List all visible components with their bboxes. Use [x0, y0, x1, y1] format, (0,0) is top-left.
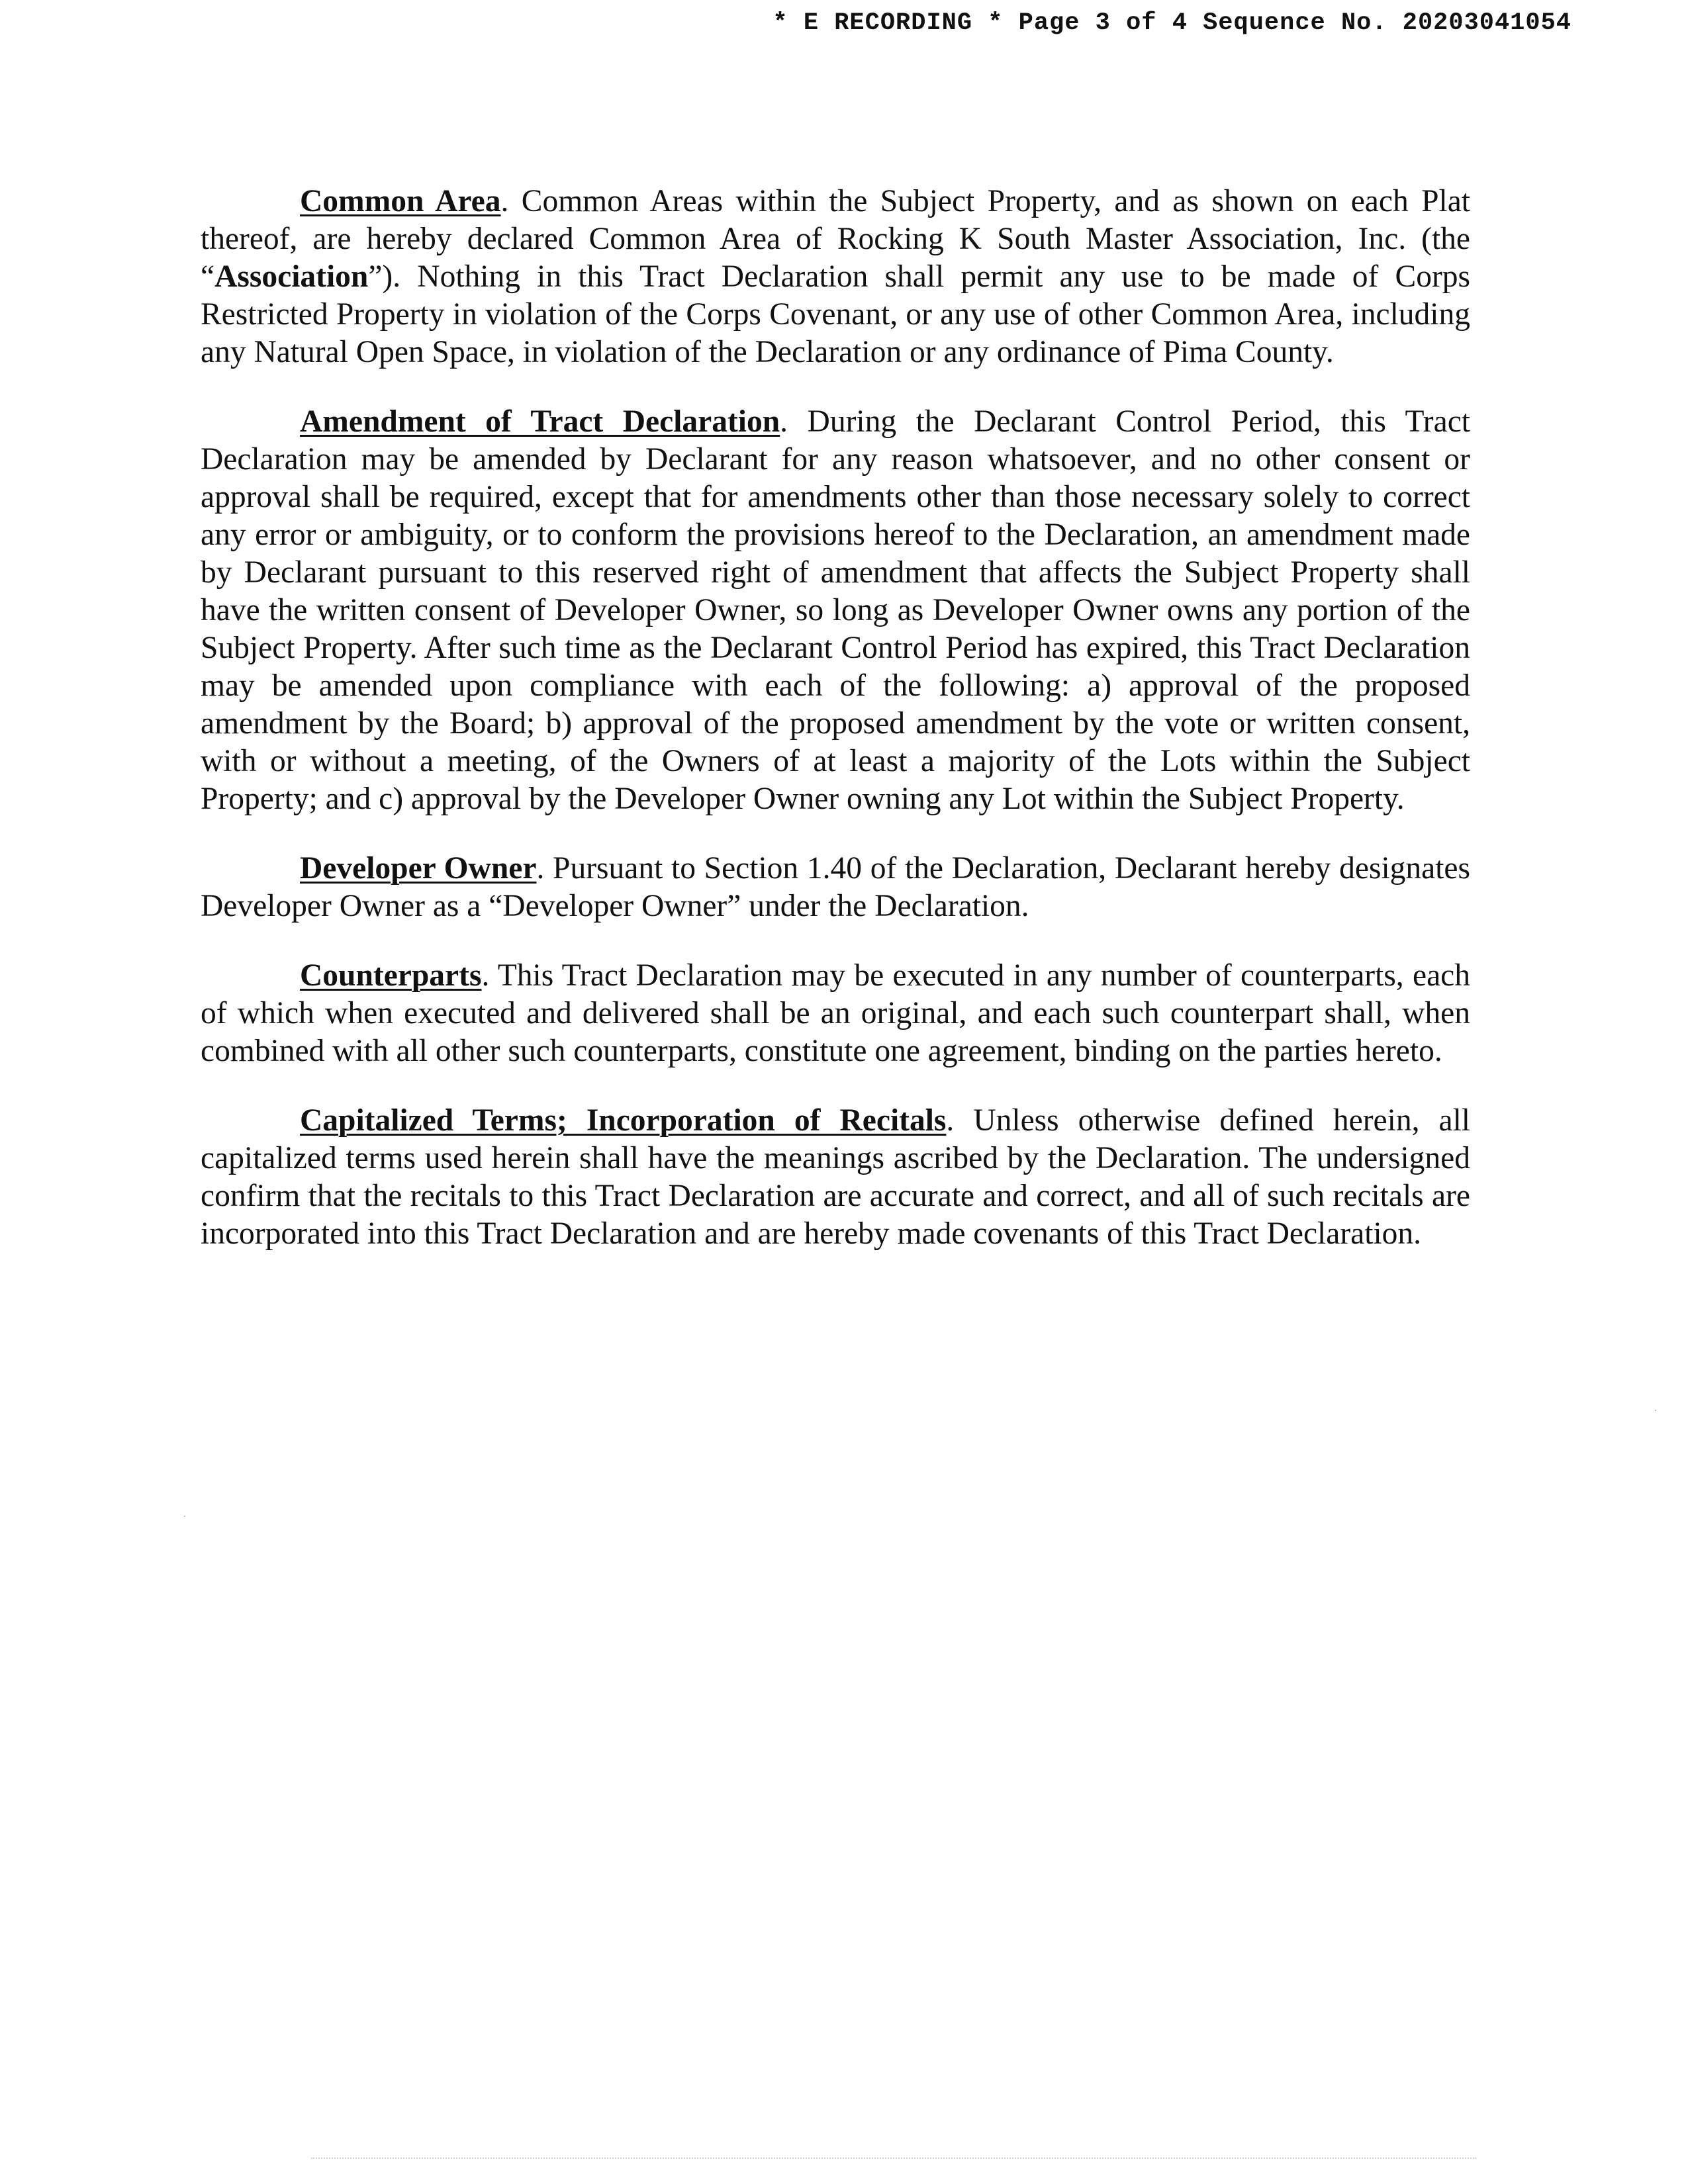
section-amendment — [201, 403, 1470, 818]
section-heading-common-area: Common Area — [300, 184, 501, 218]
section-text-counterparts: . This Tract Declaration may be executed in any number of counterparts, each of which when executed and delivered shall be an original, and each such counterpart shall, when combined with all other such counterparts, constitute one agreement, binding on the parties hereto. — [201, 958, 1470, 1068]
section-text-amendment: . During the Declarant Control Period, this Tract Declaration may be amended by Declarant for any reason whatsoever, and no other consent or approval shall be required, except that for amendments other than those necessary solely to correct any error or ambiguity, or to conform the provisions hereof to the Declaration, an amendment made by Declarant pursuant to this reserved right of amendment that affects the Subject Property shall have the written consent of Developer Owner, so long as Developer Owner owns any portion of the Subject Property. After such time as the Declarant Control Period has expired, this Tract Declaration may be amended upon compliance with each of the following: a) approval of the proposed amendment by the Board; b) approval of the proposed amendment by the vote or written consent, with or without a meeting, of the Owners of at least a majority of the Lots within the Subject Property; and c) approval by the Developer Owner owning any Lot within the Subject Property. — [201, 404, 1470, 816]
section-heading-developer-owner: Developer Owner — [300, 851, 537, 886]
section-common-area — [201, 183, 1470, 371]
section-capitalized-terms — [201, 1102, 1470, 1253]
section-heading-counterparts: Counterparts — [300, 958, 482, 993]
scan-speck — [1655, 1410, 1656, 1411]
section-developer-owner — [201, 850, 1470, 925]
scan-speck — [184, 1516, 185, 1517]
section-text-capitalized-terms: . Unless otherwise defined herein, all capitalized terms used herein shall have the meanings ascribed by the Declaration. The undersigned confirm that the recitals to this Tract Declaration are accurate and correct, and all of such recitals are incorporated into this Tract Declaration and are hereby made covenants of this Tract Declaration. — [201, 1103, 1470, 1251]
scan-footer-noise — [311, 2158, 1476, 2163]
section-heading-capitalized-terms: Capitalized Terms; Incorporation of Recitals — [300, 1103, 947, 1138]
section-counterparts — [201, 957, 1470, 1070]
recording-header-stamp: * E RECORDING * Page 3 of 4 Sequence No. 20203041054 — [773, 9, 1571, 37]
section-heading-amendment: Amendment of Tract Declaration — [300, 404, 780, 439]
section-text-developer-owner: . Pursuant to Section 1.40 of the Declaration, Declarant hereby designates Developer Owner as a “Developer Owner” under the Declaration. — [201, 851, 1470, 923]
section-text-common-area-part-2: ”). Nothing in this Tract Declaration shall permit any use to be made of Corps Restricted Property in violation of the Corps Covenant, or any use of other Common Area, including any Natural Open Space, in violation of the Declaration or any ordinance of Pima County. — [201, 259, 1470, 369]
defined-term-association: Association — [214, 259, 369, 294]
document-body — [201, 183, 1470, 1285]
section-text-common-area-part-1: . Common Areas within the Subject Property, and as shown on each Plat thereof, are hereby declared Common Area of Rocking K South Master Association, Inc. (the “ — [201, 184, 1470, 294]
